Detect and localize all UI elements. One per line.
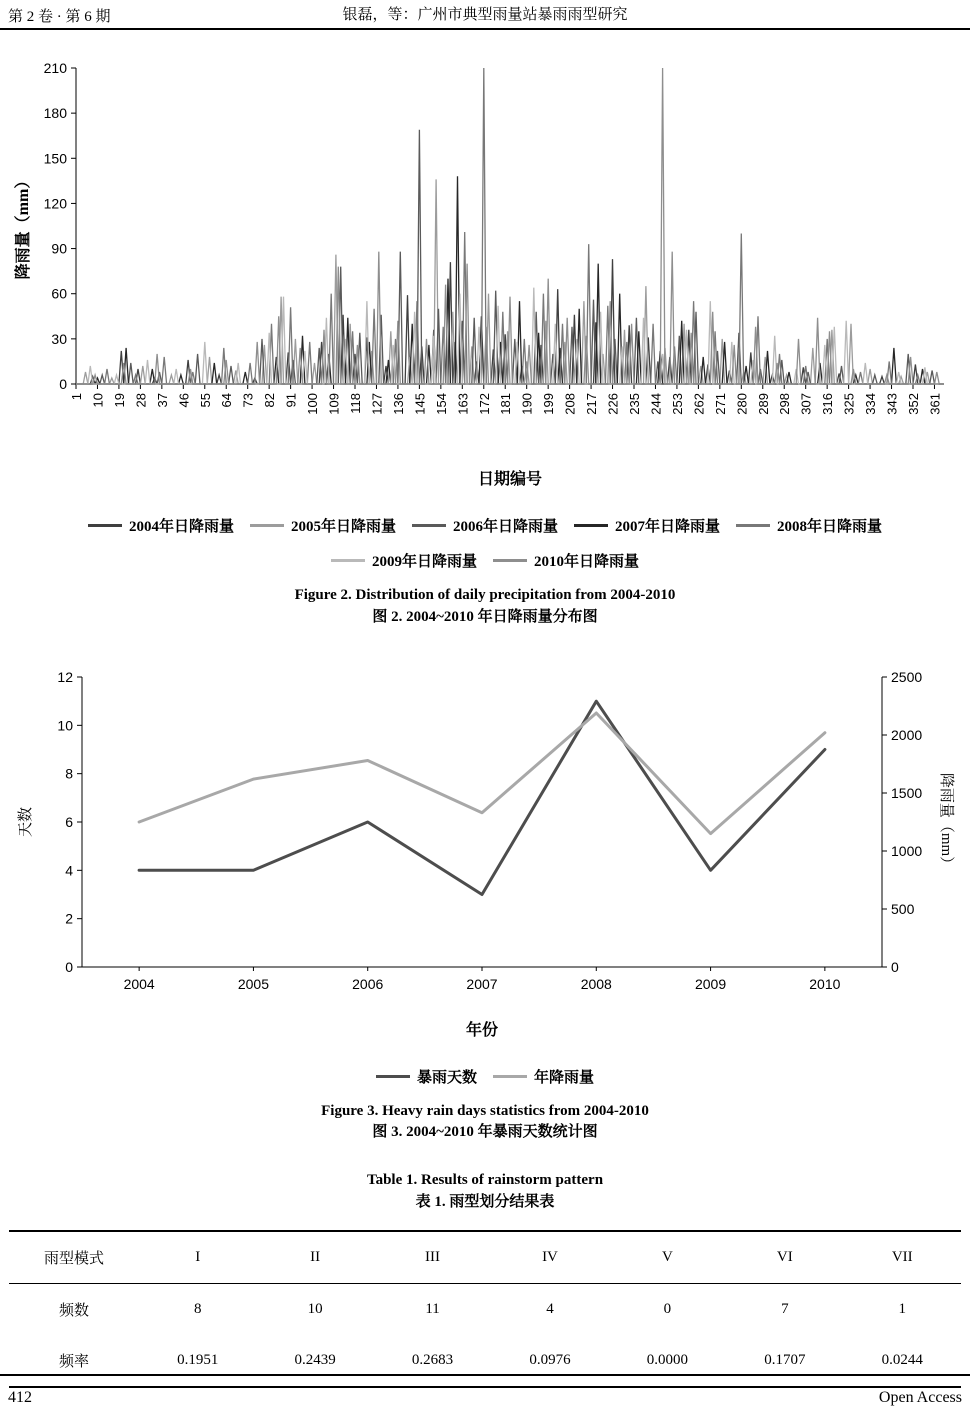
table-cell: 0.1951 [177, 1351, 219, 1368]
svg-text:28: 28 [133, 393, 149, 408]
svg-text:10: 10 [57, 716, 73, 733]
svg-text:316: 316 [820, 393, 836, 415]
table-row [9, 1283, 961, 1335]
svg-text:118: 118 [348, 393, 363, 414]
svg-text:8: 8 [65, 765, 73, 782]
svg-text:343: 343 [884, 393, 900, 415]
svg-text:210: 210 [43, 60, 67, 76]
svg-text:年份: 年份 [465, 1021, 499, 1039]
legend-line-swatch [574, 524, 608, 527]
legend-label: 2009年日降雨量 [371, 554, 477, 570]
daily-precipitation-chart [0, 52, 970, 497]
svg-text:253: 253 [669, 393, 685, 415]
svg-text:109: 109 [326, 393, 342, 415]
table-cell: 0 [663, 1300, 672, 1317]
legend-item [493, 1066, 594, 1087]
svg-text:2007: 2007 [466, 975, 498, 992]
row-label: 频数 [58, 1302, 89, 1319]
table-cell: 10 [307, 1300, 323, 1317]
table-col-header: III [425, 1248, 441, 1265]
svg-text:298: 298 [777, 393, 793, 415]
svg-text:100: 100 [305, 393, 321, 415]
svg-text:199: 199 [541, 393, 557, 415]
svg-text:500: 500 [891, 900, 915, 917]
legend-item [736, 515, 882, 536]
table-cell: 11 [425, 1300, 440, 1317]
svg-text:2: 2 [65, 910, 73, 927]
svg-text:90: 90 [51, 240, 67, 257]
figure2-caption-en: Figure 2. Distribution of daily precipitation from 2004-2010 [294, 587, 676, 603]
svg-text:154: 154 [433, 393, 449, 415]
table-cell: 0.2683 [411, 1351, 454, 1368]
svg-text:降雨量（mm）: 降雨量（mm） [15, 172, 32, 280]
table1-wrap [9, 1230, 961, 1388]
svg-text:181: 181 [498, 393, 514, 415]
figure2 [0, 52, 970, 629]
open-access-label: Open Access [878, 1389, 962, 1406]
table-cell: 0.0244 [881, 1351, 923, 1368]
table1-caption-en: Table 1. Results of rainstorm pattern [366, 1172, 604, 1188]
svg-text:12: 12 [57, 668, 73, 685]
page-footer [0, 1374, 970, 1414]
svg-text:0: 0 [59, 376, 67, 392]
svg-text:136: 136 [390, 393, 406, 415]
svg-text:271: 271 [712, 393, 728, 415]
table-corner-header: 雨型模式 [43, 1250, 104, 1267]
table-col-header: II [310, 1248, 321, 1265]
svg-text:244: 244 [648, 393, 664, 415]
svg-text:2005: 2005 [237, 975, 270, 992]
legend-line-swatch [376, 1075, 410, 1078]
legend-item [250, 515, 396, 536]
svg-text:46: 46 [176, 393, 192, 408]
legend-label: 2008年日降雨量 [777, 519, 883, 535]
figure3-caption [0, 1101, 970, 1145]
svg-text:6: 6 [65, 813, 73, 830]
legend-label: 年降雨量 [534, 1069, 595, 1086]
svg-text:1500: 1500 [891, 784, 923, 801]
svg-text:19: 19 [111, 393, 127, 408]
table-cell: 0.0000 [646, 1351, 689, 1368]
table-col-header: VII [891, 1248, 913, 1265]
table-cell: 0.1707 [764, 1351, 806, 1368]
table-col-header: I [195, 1248, 201, 1265]
svg-text:天数: 天数 [18, 806, 34, 837]
svg-text:235: 235 [627, 393, 642, 415]
svg-text:60: 60 [51, 285, 67, 302]
svg-text:日期编号: 日期编号 [477, 471, 543, 488]
legend-item [376, 1066, 477, 1087]
legend-line-swatch [250, 524, 284, 527]
legend-label: 2007年日降雨量 [615, 519, 721, 535]
figure2-caption-zh: 图 2. 2004~2010 年日降雨量分布图 [372, 608, 598, 625]
svg-text:2000: 2000 [891, 726, 923, 743]
legend-line-swatch [493, 1075, 527, 1078]
legend-item [493, 550, 639, 571]
svg-text:4: 4 [65, 861, 73, 878]
svg-text:289: 289 [755, 393, 771, 415]
legend-item [88, 515, 234, 536]
legend-label: 2006年日降雨量 [452, 519, 558, 535]
table-header-row [9, 1231, 961, 1284]
table-cell: 0.2439 [294, 1351, 336, 1368]
legend-line-swatch [493, 559, 527, 562]
figure3-caption-zh: 图 3. 2004~2010 年暴雨天数统计图 [372, 1124, 598, 1141]
legend-line-swatch [331, 559, 365, 562]
journal-issue: 第 2 卷 · 第 6 期 [8, 9, 111, 25]
figure3 [0, 663, 970, 1145]
svg-text:325: 325 [841, 393, 857, 415]
table-col-header: VI [776, 1248, 793, 1265]
svg-text:217: 217 [584, 393, 600, 415]
svg-text:2004: 2004 [123, 975, 155, 992]
legend-label: 2005年日降雨量 [290, 519, 396, 535]
heavy-rain-days-chart [0, 663, 970, 1048]
table1-caption-zh: 表 1. 雨型划分结果表 [415, 1193, 555, 1210]
svg-text:91: 91 [283, 393, 299, 408]
svg-text:361: 361 [927, 393, 943, 415]
page-header [0, 0, 970, 30]
table-cell: 0.0976 [529, 1351, 571, 1368]
running-title: 银磊，等：广州市典型雨量站暴雨雨型研究 [342, 7, 628, 23]
svg-text:1: 1 [69, 393, 84, 401]
svg-text:1000: 1000 [891, 842, 923, 859]
figure2-caption [0, 585, 970, 629]
legend-item [574, 515, 720, 536]
svg-text:2010: 2010 [809, 975, 841, 992]
legend-item [331, 550, 477, 571]
table-cell: 8 [193, 1300, 202, 1317]
svg-text:127: 127 [369, 393, 385, 415]
legend-line-swatch [88, 524, 122, 527]
legend-line-swatch [412, 524, 446, 527]
figure3-caption-en: Figure 3. Heavy rain days statistics from 2004-2010 [321, 1102, 649, 1119]
svg-text:280: 280 [734, 393, 750, 415]
svg-text:2009: 2009 [694, 975, 727, 992]
figure2-legend [55, 515, 915, 571]
legend-line-swatch [736, 524, 770, 527]
svg-text:120: 120 [43, 195, 67, 212]
svg-text:10: 10 [90, 393, 106, 408]
svg-text:190: 190 [519, 393, 535, 415]
rainstorm-pattern-table [9, 1230, 961, 1388]
figure3-legend [0, 1066, 970, 1087]
svg-text:0: 0 [891, 958, 899, 975]
svg-text:64: 64 [219, 393, 235, 408]
table-cell: 1 [898, 1300, 907, 1317]
svg-text:73: 73 [240, 393, 256, 408]
svg-text:352: 352 [906, 393, 921, 415]
svg-text:37: 37 [154, 393, 170, 408]
legend-item [412, 515, 558, 536]
svg-text:334: 334 [863, 393, 879, 415]
svg-text:55: 55 [197, 393, 213, 408]
table-cell: 4 [546, 1300, 554, 1317]
svg-text:163: 163 [455, 393, 471, 415]
svg-text:262: 262 [691, 393, 707, 415]
table-col-header: IV [542, 1248, 558, 1265]
table-cell: 7 [781, 1300, 789, 1317]
legend-label: 暴雨天数 [416, 1069, 477, 1086]
svg-text:226: 226 [605, 393, 621, 415]
svg-text:82: 82 [262, 393, 278, 408]
table1-caption [0, 1170, 970, 1214]
legend-label: 2004年日降雨量 [128, 519, 234, 535]
svg-text:降雨量（mm）: 降雨量（mm） [938, 772, 954, 871]
legend-label: 2010年日降雨量 [534, 554, 640, 570]
page-number: 412 [8, 1389, 32, 1406]
row-label: 频率 [58, 1353, 89, 1370]
svg-text:180: 180 [43, 105, 67, 122]
svg-text:172: 172 [476, 393, 492, 415]
svg-text:2008: 2008 [580, 975, 612, 992]
svg-text:150: 150 [43, 150, 67, 167]
svg-text:2500: 2500 [891, 668, 923, 685]
svg-text:2006: 2006 [352, 975, 384, 992]
svg-text:145: 145 [412, 393, 428, 415]
table-col-header: V [661, 1248, 673, 1265]
svg-text:307: 307 [798, 393, 814, 415]
svg-text:208: 208 [562, 393, 578, 415]
svg-text:0: 0 [65, 958, 73, 975]
svg-text:30: 30 [51, 330, 67, 347]
